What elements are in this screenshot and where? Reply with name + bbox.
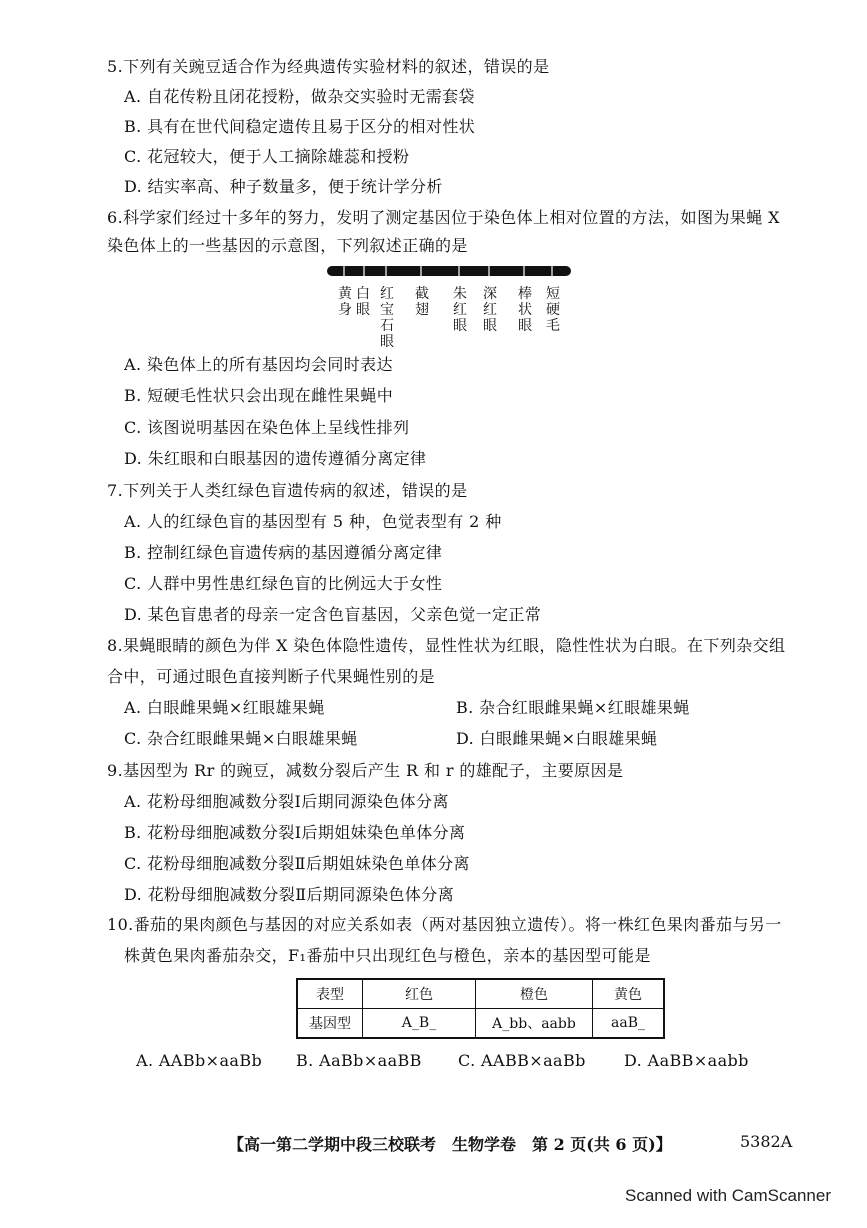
q8-option-c: C. 杂合红眼雌果蝇×白眼雄果蝇 — [124, 729, 358, 748]
q9-option-c: C. 花粉母细胞减数分裂Ⅱ后期姐妹染色单体分离 — [124, 854, 470, 873]
table-header-cell: 橙色 — [476, 979, 593, 1009]
q10-stem-line1: 10.番茄的果肉颜色与基因的对应关系如表（两对基因独立遗传）。将一株红色果肉番茄与另一 — [107, 915, 782, 934]
exam-code: 5382A — [740, 1132, 793, 1151]
q5-option-a: A. 自花传粉且闭花授粉，做杂交实验时无需套袋 — [124, 87, 475, 106]
gene-label-white-eye: 白眼 — [356, 286, 370, 318]
gene-label-yellow-body: 黄身 — [338, 286, 352, 318]
q7-option-c: C. 人群中男性患红绿色盲的比例远大于女性 — [124, 574, 443, 593]
table-row — [297, 1009, 664, 1039]
table-cell: aaB_ — [593, 1009, 665, 1039]
q6-option-c: C. 该图说明基因在染色体上呈线性排列 — [124, 418, 410, 437]
q8-option-a: A. 白眼雌果蝇×红眼雄果蝇 — [124, 698, 325, 717]
q6-option-a: A. 染色体上的所有基因均会同时表达 — [124, 355, 393, 374]
table-cell: A_B_ — [363, 1009, 476, 1039]
q10-option-c: C. AABB×aaBb — [458, 1051, 586, 1070]
table-header-cell: 表型 — [297, 979, 363, 1009]
q5-option-b: B. 具有在世代间稳定遗传且易于区分的相对性状 — [124, 117, 476, 136]
phenotype-genotype-table — [296, 978, 665, 1039]
q9-option-a: A. 花粉母细胞减数分裂Ⅰ后期同源染色体分离 — [124, 792, 449, 811]
q10-option-d: D. AaBB×aabb — [624, 1051, 749, 1070]
table-header-cell: 红色 — [363, 979, 476, 1009]
gene-label-bar-eye: 棒状眼 — [518, 286, 532, 334]
q10-option-a: A. AABb×aaBb — [136, 1051, 263, 1070]
gene-label-short-bristle: 短硬毛 — [546, 286, 560, 334]
q8-stem-line1: 8.果蝇眼睛的颜色为伴 X 染色体隐性遗传，显性性状为红眼，隐性性状为白眼。在下列杂交组 — [107, 636, 786, 655]
q8-option-b: B. 杂合红眼雌果蝇×红眼雄果蝇 — [456, 698, 690, 717]
q5-option-d: D. 结实率高、种子数量多，便于统计学分析 — [124, 177, 443, 196]
table-cell: A_bb、aabb — [476, 1009, 593, 1039]
scanner-watermark: Scanned with CamScanner — [624, 1186, 831, 1205]
q5-stem: 5.下列有关豌豆适合作为经典遗传实验材料的叙述，错误的是 — [107, 57, 550, 76]
q5-option-c: C. 花冠较大，便于人工摘除雄蕊和授粉 — [124, 147, 410, 166]
q9-option-b: B. 花粉母细胞减数分裂Ⅰ后期姐妹染色单体分离 — [124, 823, 466, 842]
q6-stem-line1: 6.科学家们经过十多年的努力，发明了测定基因位于染色体上相对位置的方法，如图为果蝇 X — [107, 208, 780, 227]
q8-stem-line2: 合中，可通过眼色直接判断子代果蝇性别的是 — [107, 667, 436, 686]
q7-option-b: B. 控制红绿色盲遗传病的基因遵循分离定律 — [124, 543, 443, 562]
gene-label-vermilion-eye: 朱红眼 — [453, 286, 467, 334]
table-header-cell: 黄色 — [593, 979, 665, 1009]
q9-option-d: D. 花粉母细胞减数分裂Ⅱ后期同源染色体分离 — [124, 885, 455, 904]
gene-label-ruby-eye: 红宝石眼 — [380, 286, 394, 350]
q10-stem-line2: 株黄色果肉番茄杂交，F₁番茄中只出现红色与橙色，亲本的基因型可能是 — [124, 946, 651, 965]
table-cell: 基因型 — [297, 1009, 363, 1039]
q7-stem: 7.下列关于人类红绿色盲遗传病的叙述，错误的是 — [107, 481, 468, 500]
q6-option-b: B. 短硬毛性状只会出现在雌性果蝇中 — [124, 386, 394, 405]
gene-label-carmine-eye: 深红眼 — [483, 286, 497, 334]
gene-label-cut-wing: 截翅 — [415, 286, 429, 318]
table-header-row — [297, 979, 664, 1009]
q10-option-b: B. AaBb×aaBB — [296, 1051, 422, 1070]
x-chromosome-diagram — [326, 265, 572, 277]
q8-option-d: D. 白眼雌果蝇×白眼雄果蝇 — [456, 729, 658, 748]
q9-stem: 9.基因型为 Rr 的豌豆，减数分裂后产生 R 和 r 的雄配子，主要原因是 — [107, 761, 624, 780]
q6-option-d: D. 朱红眼和白眼基因的遗传遵循分离定律 — [124, 449, 427, 468]
q7-option-d: D. 某色盲患者的母亲一定含色盲基因，父亲色觉一定正常 — [124, 605, 542, 624]
page-footer: 【高一第二学期中段三校联考 生物学卷 第 2 页(共 6 页)】 — [228, 1135, 672, 1154]
q6-stem-line2: 染色体上的一些基因的示意图，下列叙述正确的是 — [107, 236, 468, 255]
q7-option-a: A. 人的红绿色盲的基因型有 5 种，色觉表型有 2 种 — [124, 512, 502, 531]
